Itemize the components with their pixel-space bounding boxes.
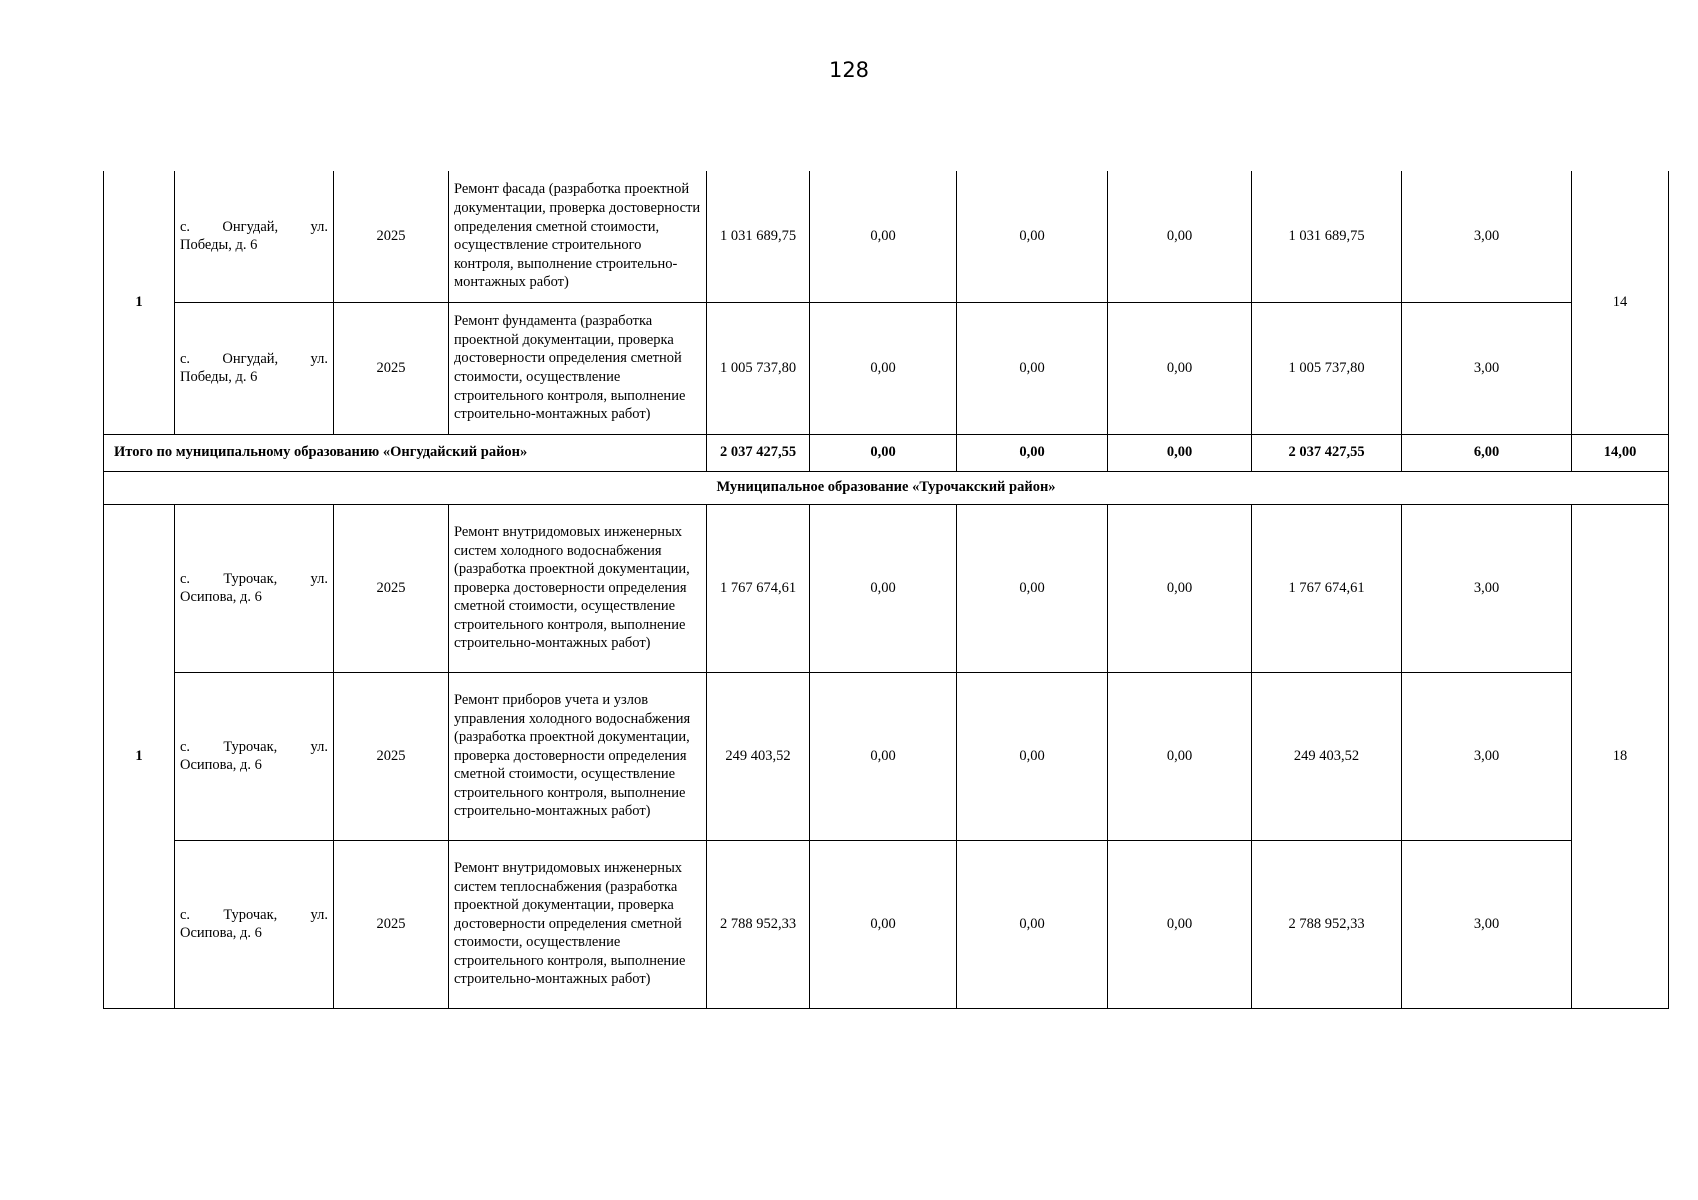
value-cell: 0,00 <box>810 672 957 840</box>
value-cell: 0,00 <box>957 672 1108 840</box>
address-cell <box>175 504 334 672</box>
work-description-cell: Ремонт приборов учета и узлов управления холодного водоснабжения (разработка проектной документации, проверка достоверности определения сметной стоимости, осуществление строительного контроля, выполнение строительно-монтажных работ) <box>449 672 707 840</box>
group-value-cell: 14 <box>1572 171 1669 434</box>
value-cell: 0,00 <box>810 302 957 434</box>
page-number: 128 <box>828 58 870 82</box>
address-cell <box>175 302 334 434</box>
summary-row <box>104 434 1669 471</box>
work-description-cell: Ремонт внутридомовых инженерных систем теплоснабжения (разработка проектной документации, проверка достоверности определения сметной стоимости, осуществление строительного контроля, выполнение строительно-монтажных работ) <box>449 840 707 1008</box>
value-cell: 1 767 674,61 <box>1252 504 1402 672</box>
summary-value: 0,00 <box>957 434 1108 471</box>
address-line: Осипова, д. 6 <box>180 757 262 773</box>
value-cell: 0,00 <box>1108 840 1252 1008</box>
value-cell: 3,00 <box>1402 302 1572 434</box>
address-cell <box>175 171 334 302</box>
summary-value: 6,00 <box>1402 434 1572 471</box>
value-cell: 0,00 <box>1108 302 1252 434</box>
work-description-cell: Ремонт фундамента (разработка проектной документации, проверка достоверности определения сметной стоимости, осуществление строительного контроля, выполнение строительно-монтажных работ) <box>449 302 707 434</box>
value-cell: 0,00 <box>957 840 1108 1008</box>
address-cell <box>175 840 334 1008</box>
value-cell: 0,00 <box>810 840 957 1008</box>
address-line: с. Онгудай, ул. <box>180 218 328 235</box>
value-cell: 3,00 <box>1402 672 1572 840</box>
table-row <box>104 171 1669 302</box>
summary-value: 0,00 <box>810 434 957 471</box>
total-cost-cell: 2 788 952,33 <box>707 840 810 1008</box>
table-row <box>104 302 1669 434</box>
value-cell: 0,00 <box>1108 672 1252 840</box>
value-cell: 2 788 952,33 <box>1252 840 1402 1008</box>
summary-value: 2 037 427,55 <box>1252 434 1402 471</box>
value-cell: 0,00 <box>957 302 1108 434</box>
value-cell: 1 031 689,75 <box>1252 171 1402 302</box>
address-cell <box>175 672 334 840</box>
year-cell: 2025 <box>334 504 449 672</box>
year-cell: 2025 <box>334 302 449 434</box>
repair-program-table <box>103 171 1669 1009</box>
value-cell: 1 005 737,80 <box>1252 302 1402 434</box>
address-line: с. Турочак, ул. <box>180 570 328 587</box>
summary-total: 2 037 427,55 <box>707 434 810 471</box>
address-line: с. Турочак, ул. <box>180 906 328 923</box>
row-index: 1 <box>104 504 175 1008</box>
summary-value: 14,00 <box>1572 434 1669 471</box>
table-row <box>104 672 1669 840</box>
group-value-cell: 18 <box>1572 504 1669 1008</box>
address-line: с. Турочак, ул. <box>180 738 328 755</box>
value-cell: 0,00 <box>957 171 1108 302</box>
total-cost-cell: 1 031 689,75 <box>707 171 810 302</box>
address-line: Победы, д. 6 <box>180 369 258 385</box>
summary-value: 0,00 <box>1108 434 1252 471</box>
summary-label: Итого по муниципальному образованию «Онгудайский район» <box>104 434 707 471</box>
work-description-cell: Ремонт внутридомовых инженерных систем холодного водоснабжения (разработка проектной документации, проверка достоверности определения сметной стоимости, осуществление строительного контроля, выполнение строительно-монтажных работ) <box>449 504 707 672</box>
value-cell: 0,00 <box>1108 171 1252 302</box>
address-line: Победы, д. 6 <box>180 237 258 254</box>
work-description-cell: Ремонт фасада (разработка проектной документации, проверка достоверности определения сметной стоимости, осуществление строительного контроля, выполнение строительно-монтажных работ) <box>449 171 707 302</box>
address-line: с. Онгудай, ул. <box>180 350 328 367</box>
year-cell: 2025 <box>334 171 449 302</box>
address-line: Осипова, д. 6 <box>180 925 262 941</box>
value-cell: 0,00 <box>810 171 957 302</box>
section-title: Муниципальное образование «Турочакский район» <box>104 471 1669 504</box>
address-line: Осипова, д. 6 <box>180 589 262 605</box>
total-cost-cell: 1 767 674,61 <box>707 504 810 672</box>
value-cell: 3,00 <box>1402 840 1572 1008</box>
table-row <box>104 840 1669 1008</box>
value-cell: 3,00 <box>1402 171 1572 302</box>
table-row <box>104 504 1669 672</box>
value-cell: 249 403,52 <box>1252 672 1402 840</box>
year-cell: 2025 <box>334 672 449 840</box>
value-cell: 3,00 <box>1402 504 1572 672</box>
total-cost-cell: 1 005 737,80 <box>707 302 810 434</box>
value-cell: 0,00 <box>957 504 1108 672</box>
total-cost-cell: 249 403,52 <box>707 672 810 840</box>
value-cell: 0,00 <box>810 504 957 672</box>
value-cell: 0,00 <box>1108 504 1252 672</box>
year-cell: 2025 <box>334 840 449 1008</box>
row-index: 1 <box>104 171 175 434</box>
section-title-row <box>104 471 1669 504</box>
